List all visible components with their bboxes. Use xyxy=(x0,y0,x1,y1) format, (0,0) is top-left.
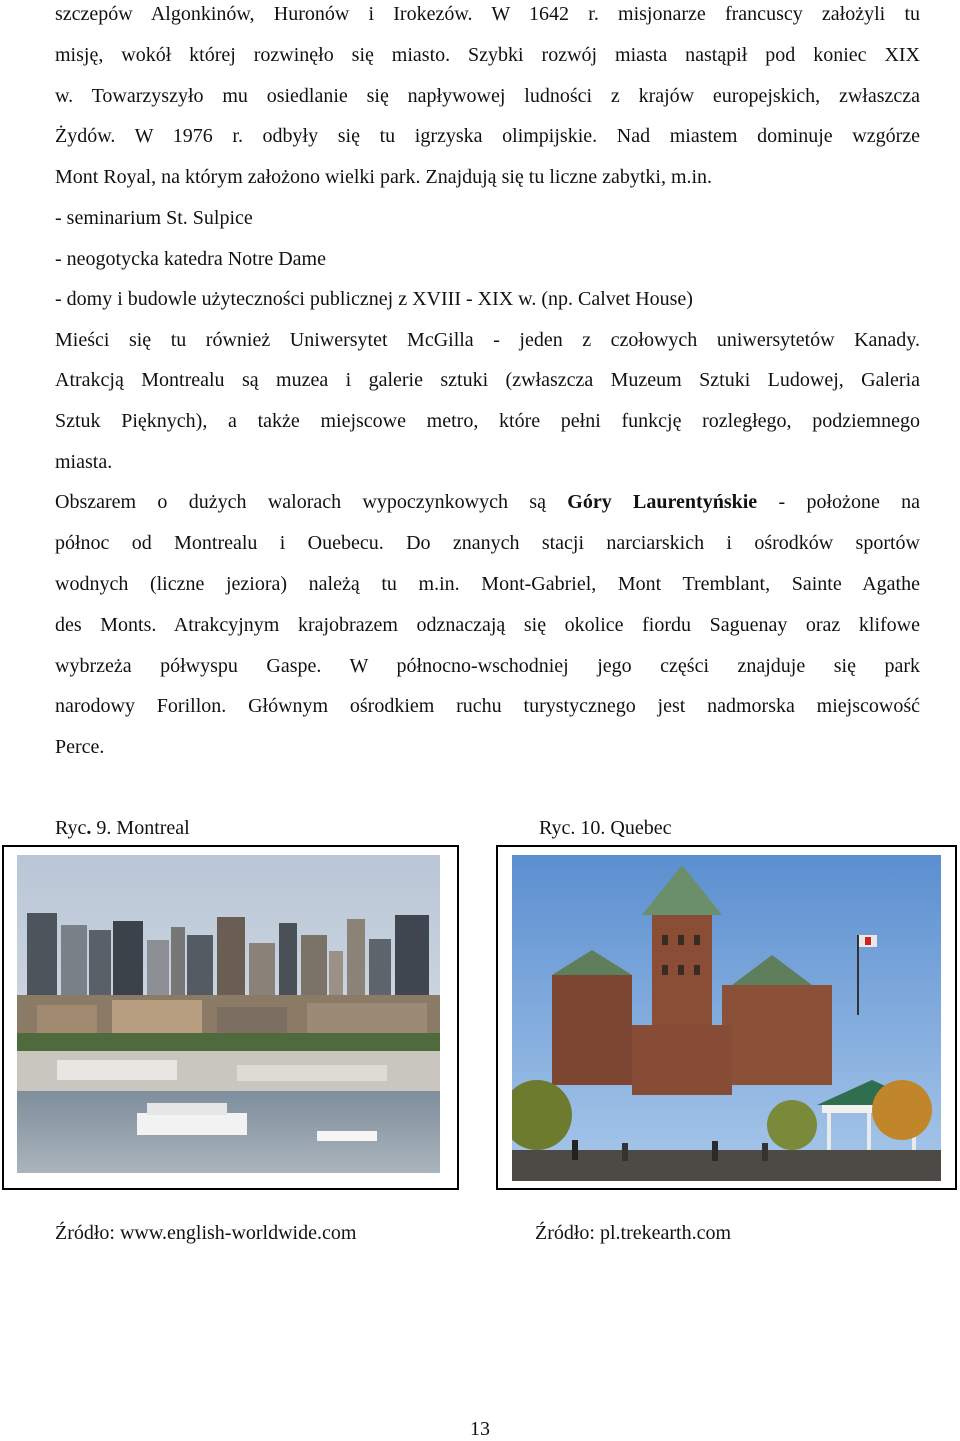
paragraph-line: miasta. xyxy=(55,451,113,473)
figure-caption-montreal: Ryc. 9. Montreal xyxy=(55,817,190,839)
quebec-photo xyxy=(512,855,941,1181)
paragraph-line: wybrzeża półwyspu Gaspe. W północno-wschodniej jego części znajduje się park xyxy=(55,655,920,677)
page-number: 13 xyxy=(470,1418,490,1440)
text-run: - położone na xyxy=(778,491,921,513)
paragraph-line: misję, wokół której rozwinęło się miasto. Szybki rozwój miasta nastąpił pod koniec XIX xyxy=(55,44,920,66)
list-item: - neogotycka katedra Notre Dame xyxy=(55,248,326,270)
paragraph-line: narodowy Forillon. Głównym ośrodkiem ruchu turystycznego jest nadmorska miejscowość xyxy=(55,695,920,717)
paragraph-line: Atrakcją Montrealu są muzea i galerie sztuki (zwłaszcza Muzeum Sztuki Ludowej, Galeria xyxy=(55,369,920,391)
montreal-photo xyxy=(17,855,440,1173)
paragraph-line: szczepów Algonkinów, Huronów i Irokezów. W 1642 r. misjonarze francuscy założyli tu xyxy=(55,3,920,25)
figure-caption-quebec: Ryc. 10. Quebec xyxy=(539,817,672,839)
paragraph-line: Mont Royal, na którym założono wielki park. Znajdują się tu liczne zabytki, m.in. xyxy=(55,166,713,188)
bold-term: Góry Laurentyńskie xyxy=(567,491,758,513)
paragraph-line: w. Towarzyszyło mu osiedlanie się napływowej ludności z krajów europejskich, zwłaszcza xyxy=(55,85,920,107)
paragraph-line: Mieści się tu również Uniwersytet McGilla - jeden z czołowych uniwersytetów Kanady. xyxy=(55,329,920,351)
paragraph-line: des Monts. Atrakcyjnym krajobrazem odznaczają się okolice fiordu Saguenay oraz klifowe xyxy=(55,614,920,636)
paragraph-line: Żydów. W 1976 r. odbyły się tu igrzyska olimpijskie. Nad miastem dominuje wzgórze xyxy=(55,125,920,147)
list-item: - domy i budowle użyteczności publicznej z XVIII - XIX w. (np. Calvet House) xyxy=(55,288,693,310)
figure-source-quebec: Źródło: pl.trekearth.com xyxy=(535,1222,732,1244)
paragraph-line xyxy=(55,490,920,514)
text-run: Obszarem o dużych walorach wypoczynkowych są xyxy=(55,491,546,513)
paragraph-line: Perce. xyxy=(55,736,105,758)
list-item: - seminarium St. Sulpice xyxy=(55,207,253,229)
paragraph-line: północ od Montrealu i Ouebecu. Do znanych stacji narciarskich i ośrodków sportów xyxy=(55,532,920,554)
paragraph-line: Sztuk Pięknych), a także miejscowe metro, które pełni funkcję rozległego, podziemnego xyxy=(55,410,920,432)
figure-source-montreal: Źródło: www.english-worldwide.com xyxy=(55,1222,357,1244)
paragraph-line: wodnych (liczne jeziora) należą tu m.in. Mont-Gabriel, Mont Tremblant, Sainte Agathe xyxy=(55,573,920,595)
